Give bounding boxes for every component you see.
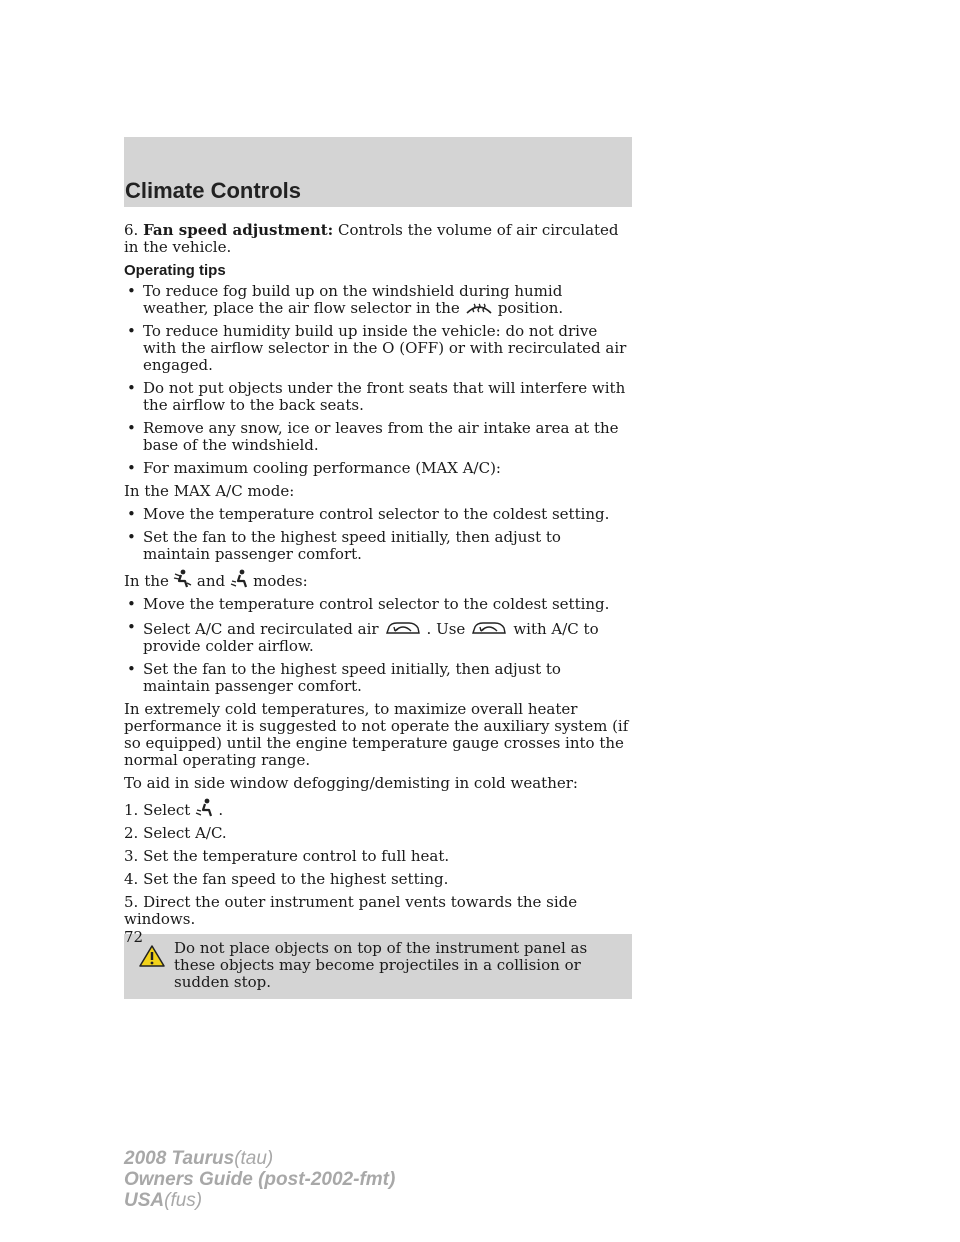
list-item: • Set the fan to the highest speed initially, then adjust to maintain passenger comfort. (124, 529, 632, 563)
list-item: • Move the temperature control selector to the coldest setting. (124, 596, 632, 613)
defog-step-4: 4. Set the fan speed to the highest setting. (124, 870, 449, 888)
footer-line-1: 2008 Taurus(tau) (124, 1148, 274, 1169)
recirculation-icon (383, 619, 423, 637)
warning-text: Do not place objects on top of the instrument panel as these objects may become projectiles in a collision or sudden stop. (174, 939, 588, 991)
max-ac-intro: In the MAX A/C mode: (124, 482, 295, 500)
footer-line-3: USA(fus) (124, 1190, 203, 1211)
max-ac-list (124, 506, 632, 563)
list-item: • To reduce humidity build up inside the vehicle: do not drive with the airflow selector in the O (OFF) or with recirculated air engaged. (124, 323, 632, 374)
page-content (124, 222, 632, 999)
section-title: Climate Controls (125, 178, 302, 203)
list-item: • For maximum cooling performance (MAX A/C): (124, 460, 632, 477)
list-item: • To reduce fog build up on the windshield during humid weather, place the air flow selector in the position. (124, 283, 632, 317)
list-item: • Move the temperature control selector to the coldest setting. (124, 506, 632, 523)
defog-step-1: 1. Select . (124, 798, 632, 819)
floor-mode-icon (229, 569, 249, 589)
defrost-icon (464, 300, 494, 316)
list-item: • Do not put objects under the front seats that will interfere with the airflow to the back seats. (124, 380, 632, 414)
cold-weather-paragraph: In extremely cold temperatures, to maximize overall heater performance it is suggested to not operate the auxiliary system (if so equipped) until the engine temperature gauge crosses into the normal operating range. (124, 700, 629, 769)
defog-step-5: 5. Direct the outer instrument panel vents towards the side windows. (124, 893, 578, 928)
list-item: • Remove any snow, ice or leaves from the air intake area at the base of the windshield. (124, 420, 632, 454)
floor-panel-mode-icon (173, 569, 193, 589)
defog-step-2: 2. Select A/C. (124, 824, 227, 842)
page-number: 72 (124, 928, 144, 946)
defog-intro: To aid in side window defogging/demisting in cold weather: (124, 774, 578, 792)
list-item: • Select A/C and recirculated air . Use with A/C to provide colder airflow. (124, 619, 632, 655)
fan-speed-paragraph (124, 222, 632, 256)
recirculation-icon (469, 619, 509, 637)
modes-intro: In the and modes: (124, 569, 632, 590)
document-footer (124, 1148, 395, 1211)
footer-line-2: Owners Guide (post-2002-fmt) (124, 1169, 396, 1190)
operating-tips-heading: Operating tips (124, 262, 226, 279)
warning-box (124, 934, 632, 999)
operating-tips-list (124, 283, 632, 477)
modes-list (124, 596, 632, 695)
list-item: • Set the fan to the highest speed initially, then adjust to maintain passenger comfort. (124, 661, 632, 695)
fan-speed-term: Fan speed adjustment: (143, 221, 334, 239)
defog-step-3: 3. Set the temperature control to full heat. (124, 847, 450, 865)
warning-triangle-icon (138, 944, 166, 968)
fan-speed-text: Controls the volume of air circulated in the vehicle. (124, 221, 619, 256)
item-number: 6. (124, 221, 139, 239)
floor-mode-icon (194, 798, 214, 818)
